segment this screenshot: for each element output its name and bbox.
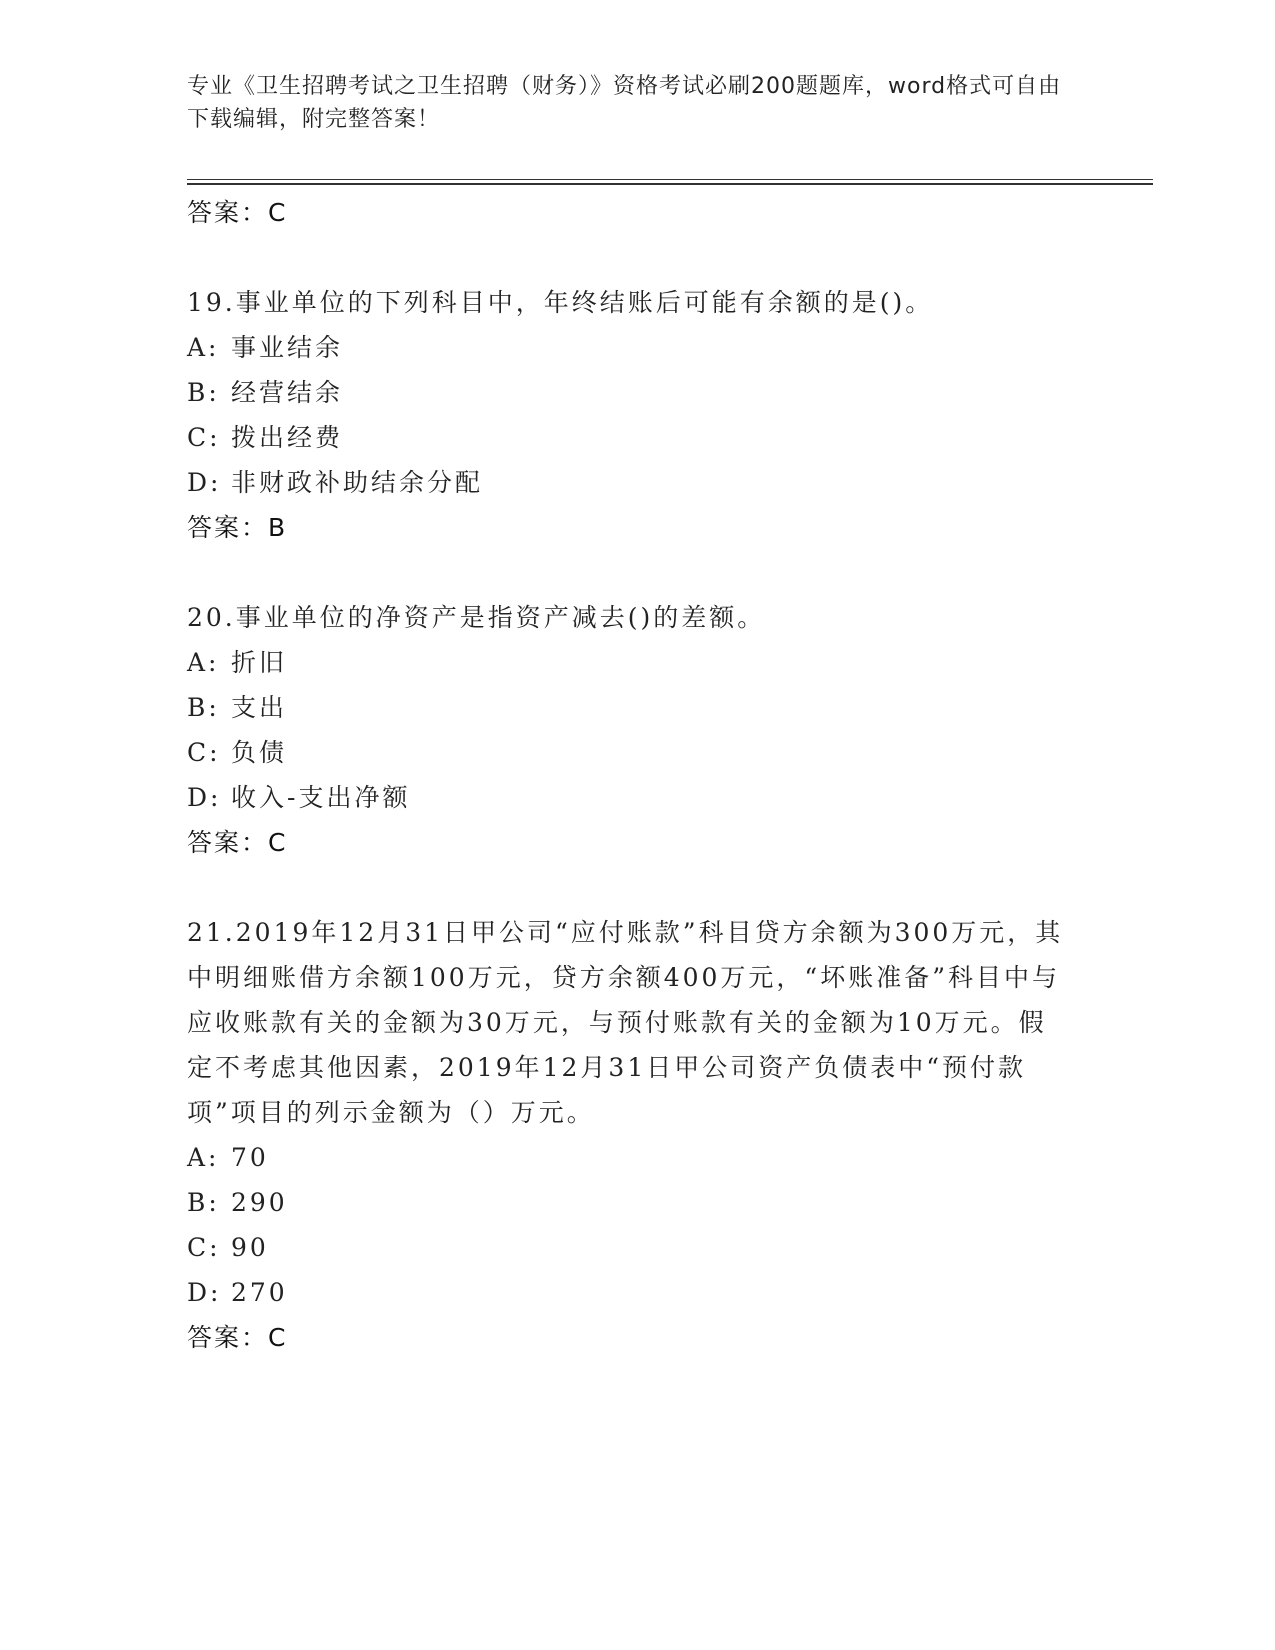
option-text: 290: [231, 1188, 288, 1217]
option-key: C:: [187, 423, 221, 452]
option-text: 90: [231, 1233, 269, 1262]
option-key: A:: [187, 1143, 220, 1172]
option-b: [187, 1180, 1067, 1225]
option-key: D:: [187, 783, 222, 812]
question-stem: 20.事业单位的净资产是指资产减去()的差额。: [187, 603, 766, 632]
option-a: [187, 325, 1067, 370]
option-c: [187, 415, 1067, 460]
option-d: [187, 460, 1067, 505]
option-c: [187, 1225, 1067, 1270]
question-list: [187, 190, 1067, 1361]
question-21: [187, 910, 1067, 1361]
question-19: [187, 280, 1067, 551]
option-b: [187, 370, 1067, 415]
option-text: 事业结余: [231, 333, 344, 362]
option-text: 270: [231, 1278, 288, 1307]
option-c: [187, 730, 1067, 775]
option-d: [187, 775, 1067, 820]
document-header: 专业《卫生招聘考试之卫生招聘（财务）》资格考试必刷200题题库，word格式可自由下载编辑，附完整答案！: [187, 74, 1062, 132]
option-key: B:: [187, 1188, 220, 1217]
option-a: [187, 640, 1067, 685]
question-stem: 21.2019年12月31日甲公司“应付账款”科目贷方余额为300万元，其中明细账借方余额100万元，贷方余额400万元，“坏账准备”科目中与应收账款有关的金额为30万元，与预付账款有关的金额为10万元。假定不考虑其他因素，2019年12月31日甲公司资产负债表中“预付款项”项目的列示金额为（）万元。: [187, 918, 1064, 1127]
option-text: 收入-支出净额: [231, 783, 411, 812]
previous-answer: 答案：C: [187, 198, 288, 227]
option-text: 非财政补助结余分配: [231, 468, 484, 497]
option-key: A:: [187, 648, 220, 677]
option-text: 经营结余: [231, 378, 344, 407]
question-20: [187, 595, 1067, 866]
header-divider-thin: [187, 179, 1153, 180]
option-d: [187, 1270, 1067, 1315]
option-text: 折旧: [231, 648, 288, 677]
option-key: B:: [187, 693, 220, 722]
answer: 答案：B: [187, 513, 288, 542]
option-text: 70: [231, 1143, 269, 1172]
option-key: B:: [187, 378, 220, 407]
option-text: 负债: [231, 738, 288, 767]
option-key: A:: [187, 333, 220, 362]
option-key: C:: [187, 738, 221, 767]
option-key: D:: [187, 1278, 222, 1307]
spacer: [187, 236, 1067, 280]
option-b: [187, 685, 1067, 730]
option-key: C:: [187, 1233, 221, 1262]
header-divider-thick: [187, 183, 1153, 185]
option-a: [187, 1135, 1067, 1180]
answer: 答案：C: [187, 828, 288, 857]
spacer: [187, 866, 1067, 910]
answer: 答案：C: [187, 1323, 288, 1352]
option-text: 拨出经费: [231, 423, 344, 452]
question-stem: 19.事业单位的下列科目中，年终结账后可能有余额的是()。: [187, 288, 934, 317]
option-key: D:: [187, 468, 222, 497]
option-text: 支出: [231, 693, 288, 722]
spacer: [187, 551, 1067, 595]
